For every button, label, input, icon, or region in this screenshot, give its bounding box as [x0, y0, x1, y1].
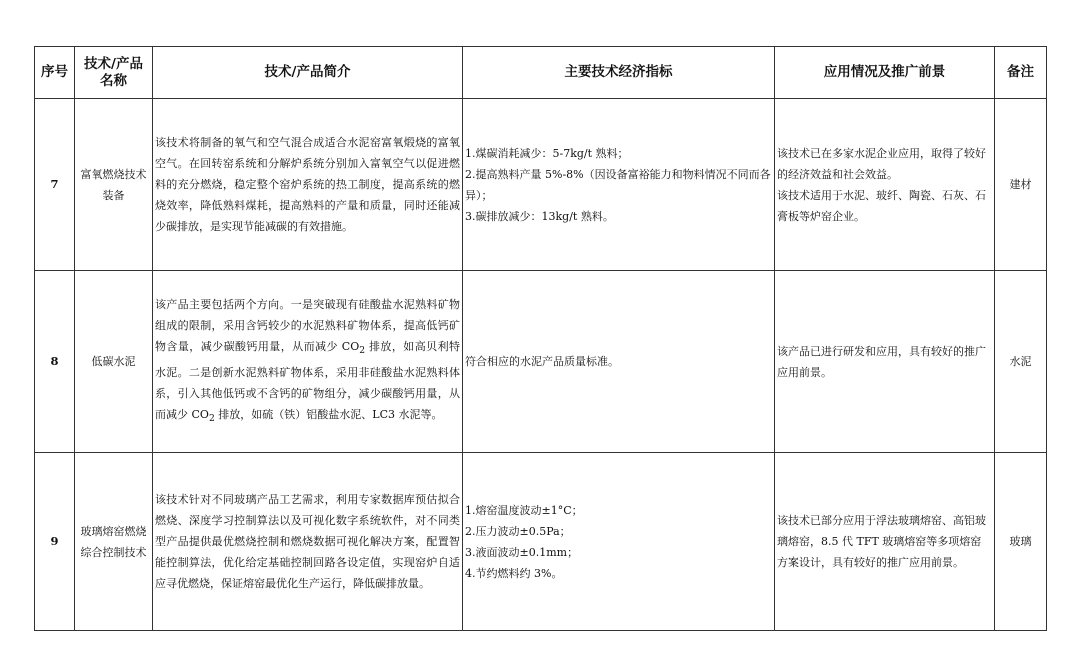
row-application — [775, 453, 995, 631]
row-remarks: 水泥 — [995, 271, 1047, 453]
row-application — [775, 99, 995, 271]
application-paragraph: 该技术已在多家水泥企业应用，取得了较好的经济效益和社会效益。 — [777, 146, 986, 181]
application-paragraph: 该技术适用于水泥、玻纤、陶瓷、石灰、石膏板等炉窑企业。 — [777, 188, 986, 223]
intro-text: 该产品主要包括两个方向。一是突破现有硅酸盐水泥熟料矿物组成的限制，采用含钙较少的水泥熟料矿物体系，提高低钙矿物含量，减少碳酸钙用量，从而减少 CO — [155, 298, 460, 354]
header-no: 序号 — [35, 47, 75, 99]
indicator-item: 4.节约燃料约 3%。 — [465, 566, 563, 580]
application-paragraph: 该技术已部分应用于浮法玻璃熔窑、高铝玻璃熔窑，8.5 代 TFT 玻璃熔窑等多项熔窑方案设计，具有较好的推广应用前景。 — [777, 514, 986, 569]
row-name-line1: 富氧燃烧技术 — [80, 167, 147, 181]
indicator-item: 3.液面波动±0.1mm； — [465, 545, 579, 559]
row-remarks: 建材 — [995, 99, 1047, 271]
technology-catalog-table — [34, 46, 1047, 631]
subscript: 2 — [359, 345, 366, 357]
header-name-line2: 名称 — [100, 72, 127, 89]
intro-text: 排放，如硫（铁）铝酸盐水泥、LC3 水泥等。 — [214, 407, 443, 421]
indicator-item: 符合相应的水泥产品质量标准。 — [465, 355, 619, 368]
application-paragraph: 该产品已进行研发和应用，具有较好的推广应用前景。 — [777, 344, 986, 379]
row-application — [775, 271, 995, 453]
header-name-line1: 技术/产品 — [84, 55, 143, 72]
header-row — [35, 47, 1047, 99]
row-name — [75, 271, 153, 453]
indicator-item: 2.提高熟料产量 5%-8%（因设备富裕能力和物料情况不同而各异）； — [465, 167, 771, 202]
row-name-line1: 玻璃熔窑燃烧 — [80, 524, 147, 538]
row-indicators — [463, 271, 775, 453]
table-row — [35, 271, 1047, 453]
header-intro: 技术/产品简介 — [153, 47, 463, 99]
row-name-line2: 综合控制技术 — [80, 545, 147, 559]
row-name — [75, 99, 153, 271]
row-remarks: 玻璃 — [995, 453, 1047, 631]
header-application: 应用情况及推广前景 — [775, 47, 995, 99]
row-name-line2: 装备 — [102, 188, 125, 202]
row-intro: 该技术将制备的氧气和空气混合成适合水泥窑富氧煅烧的富氧空气。在回转窑系统和分解炉系统分别加入富氧空气以促进燃料的充分燃烧，稳定整个窑炉系统的热工制度，提高系统的燃烧效率，降低熟料煤耗，提高熟料的产量和质量，同时还能减少碳排放，是实现节能减碳的有效措施。 — [153, 99, 463, 271]
header-indicators: 主要技术经济指标 — [463, 47, 775, 99]
row-no: 8 — [35, 271, 75, 453]
header-remarks: 备注 — [995, 47, 1047, 99]
row-no: 7 — [35, 99, 75, 271]
indicator-item: 3.碳排放减少：13kg/t 熟料。 — [465, 209, 614, 223]
row-name — [75, 453, 153, 631]
row-name-line1: 低碳水泥 — [91, 355, 136, 368]
row-indicators — [463, 453, 775, 631]
subscript: 2 — [208, 412, 215, 424]
indicator-item: 1.熔窑温度波动±1°C； — [465, 503, 583, 517]
row-intro: 该技术针对不同玻璃产品工艺需求，利用专家数据库预估拟合燃烧、深度学习控制算法以及可视化数字系统软件，对不同类型产品提供最优燃烧控制和燃烧数据可视化解决方案，配置智能控制算法，优化给定基础控制回路各设定值，实现窑炉自适应寻优燃烧，保证熔窑最优化生产运行，降低碳排放量。 — [153, 453, 463, 631]
intro-text: 排放，如高贝利特水泥。二是创新水泥熟料矿物体系，采用非硅酸盐水泥熟料体系，引入其他低钙或不含钙的矿物组分，减少碳酸钙用量，从而减少 CO — [155, 340, 460, 421]
row-no: 9 — [35, 453, 75, 631]
row-intro — [153, 271, 463, 453]
indicator-item: 2.压力波动±0.5Pa； — [465, 524, 571, 538]
table-row — [35, 99, 1047, 271]
header-name — [75, 47, 153, 99]
table-row — [35, 453, 1047, 631]
indicator-item: 1.煤碳消耗减少：5-7kg/t 熟料； — [465, 146, 629, 160]
row-indicators — [463, 99, 775, 271]
